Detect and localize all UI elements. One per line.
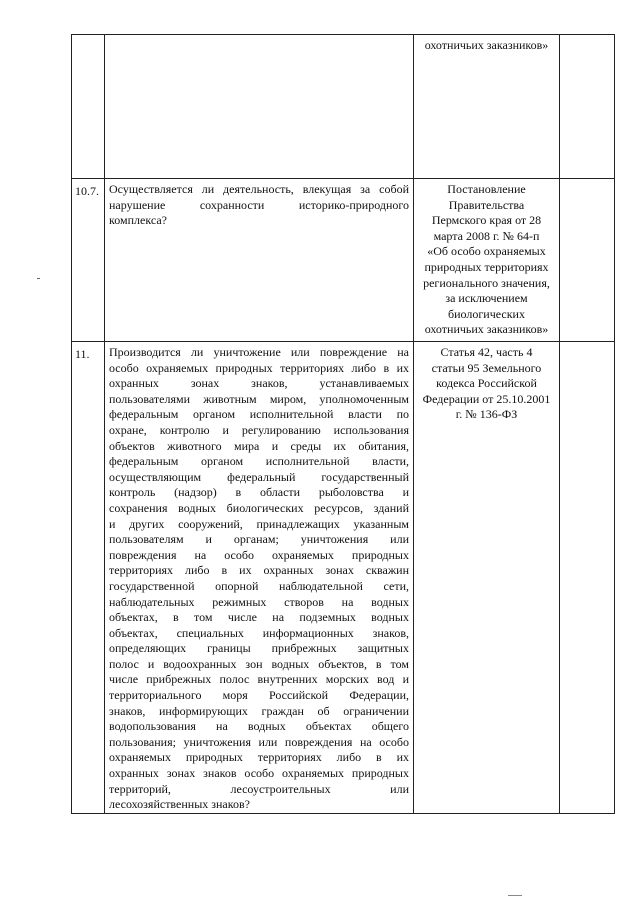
question-line: объектов животного мира и среды их обитания, (109, 438, 409, 453)
legal-line: Статья 42, часть 4 (440, 345, 533, 359)
question-line: охране, контролю и регулированию использования (109, 422, 409, 437)
question-line: пользователями животным миром, уполномоченным (109, 391, 409, 406)
legal-line: биологических (448, 306, 525, 321)
question-line: Осуществляется ли деятельность, влекущая за собой (109, 182, 409, 196)
item-number (72, 35, 105, 179)
question-line: контроль (надзор) в области рыболовства и (109, 485, 409, 500)
answer-cell (560, 35, 615, 179)
question-line: знаков, информирующих граждан об ограничении (109, 703, 409, 718)
item-number: 11. (72, 342, 105, 814)
question-line: охранных зонах знаков особо охраняемых природных (109, 766, 409, 781)
question-line: водопользования на водных объектах общего (109, 719, 409, 734)
legal-basis-cell (414, 342, 560, 814)
table-row (72, 35, 615, 179)
question-line: числе прибрежных полос внутренних морских вод и (109, 672, 409, 687)
question-line: определяющих границы прибрежных защитных (109, 641, 409, 656)
question-line: и других сооружений, принадлежащих указанным (109, 516, 409, 531)
legal-basis-cell (414, 35, 560, 179)
question-line: охранных зонах знаков, устанавливаемых (109, 376, 409, 391)
checklist-table (71, 34, 615, 814)
legal-basis-cell (414, 179, 560, 342)
question-line: территорий, лесоустроительных или (109, 781, 409, 796)
question-cell (105, 179, 414, 342)
question-line: наблюдательных режимных створов на водных (109, 594, 409, 609)
question-cell (105, 35, 414, 179)
question-line: особо охраняемых природных территориях либо в их (109, 360, 409, 375)
legal-line: Правительства (448, 197, 525, 212)
legal-line: Постановление (447, 182, 526, 196)
legal-line: статьи 95 Земельного (431, 360, 542, 375)
question-line: охраняемых природных территориях либо в их (109, 750, 409, 765)
legal-line: «Об особо охраняемых (427, 244, 546, 259)
question-line: нарушение сохранности историко-природного (109, 197, 409, 212)
answer-cell (560, 179, 615, 342)
question-line: повреждения на особо охраняемых природных (109, 547, 409, 562)
table-row (72, 342, 615, 814)
question-line: лесохозяйственных знаков? (109, 797, 250, 812)
legal-line: Пермского края от 28 (431, 213, 542, 228)
question-line: государственной опорной наблюдательной сети, (109, 578, 409, 593)
legal-line: регионального значения, (423, 275, 550, 290)
question-line: территориального моря Российской Федерации, (109, 688, 409, 703)
margin-mark (508, 895, 522, 896)
legal-line: марта 2008 г. № 64-п (433, 228, 540, 243)
legal-line: природных территориях (424, 259, 549, 274)
question-line: полос и водоохранных зон водных объектов, в том (109, 656, 409, 671)
question-line: осуществляющим федеральный государственный (109, 469, 409, 484)
question-line: федеральным органом исполнительной власти по (109, 407, 409, 422)
legal-line: кодекса Российской (436, 376, 537, 391)
table-row (72, 179, 615, 342)
question-line: объектах, в том числе на подземных водных (109, 610, 409, 625)
question-line: пользователям и органам; уничтожения или (109, 532, 409, 547)
question-line: сохранения водных биологических ресурсов, зданий (109, 500, 409, 515)
legal-line: Федерации от 25.10.2001 (422, 391, 551, 406)
question-line: территориях либо в их охранных зонах скважин (109, 563, 409, 578)
legal-line: охотничьих заказников» (424, 322, 549, 337)
answer-cell (560, 342, 615, 814)
question-line: Производится ли уничтожение или повреждение на (109, 345, 409, 359)
legal-line: г. № 136-ФЗ (455, 407, 518, 422)
question-line: комплекса? (109, 213, 167, 228)
item-number: 10.7. (72, 179, 105, 342)
question-cell (105, 342, 414, 814)
question-line: пользования; уничтожения или повреждения на особо (109, 734, 409, 749)
question-line: федеральным органом исполнительной власти, (109, 454, 409, 469)
margin-mark (37, 278, 40, 279)
legal-line: за исключением (445, 291, 528, 306)
legal-line: охотничьих заказников» (424, 38, 549, 52)
question-line: объектах, специальных информационных знаков, (109, 625, 409, 640)
